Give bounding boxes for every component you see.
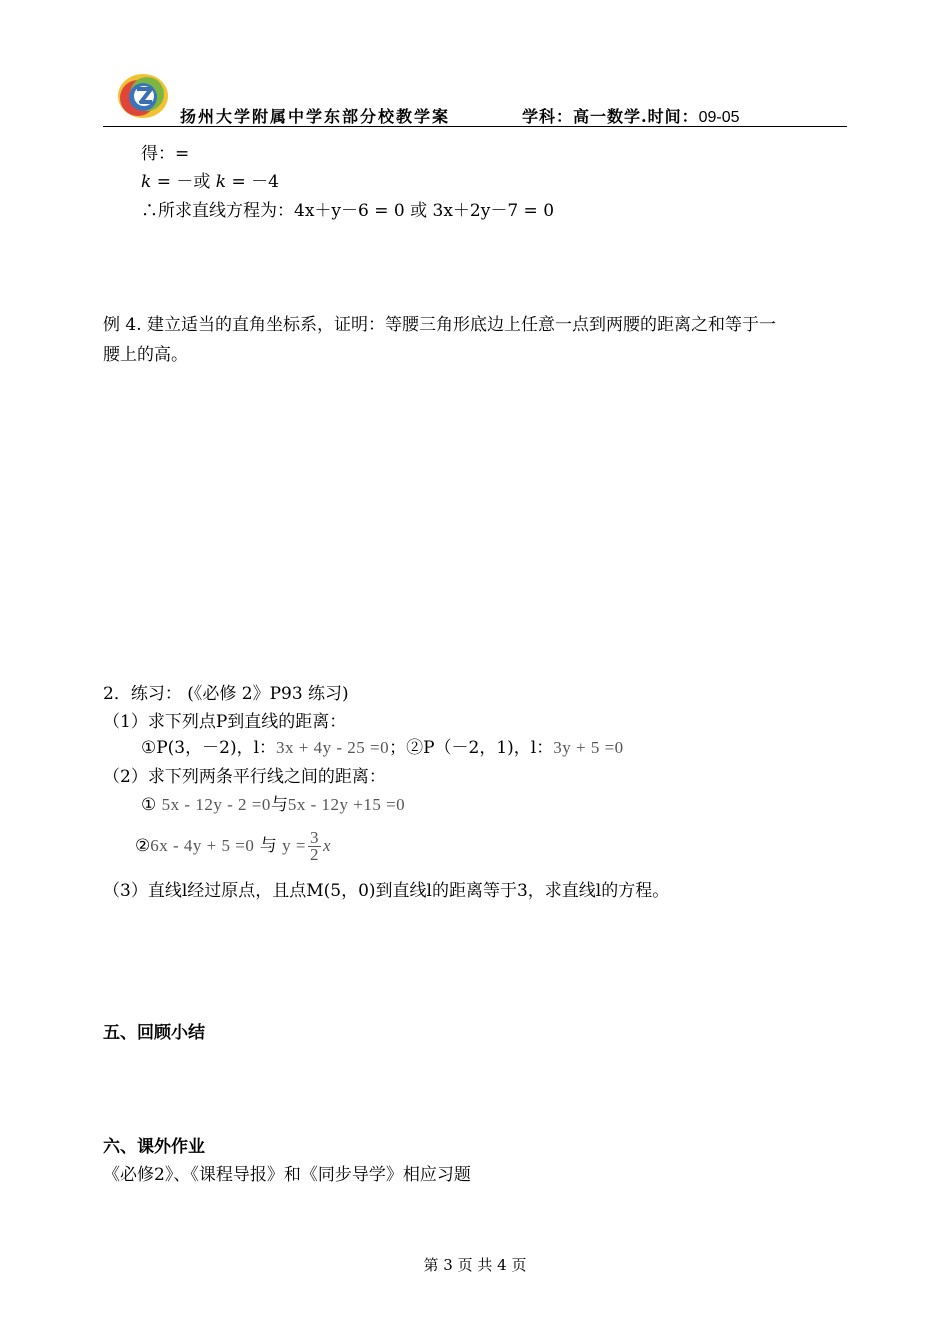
exercise-q2: （2）求下列两条平行线之间的距离：	[103, 767, 386, 787]
q1-item-a-equation: 3x + 4y - 25 =0	[276, 738, 390, 757]
section6-content: 《必修2》、《课程导报》和《同步导学》相应习题	[103, 1165, 471, 1185]
q2-item-a-number: ①	[141, 795, 157, 815]
solution-conclusion: ∴所求直线方程为：4x＋y－6 = 0 或 3x＋2y－7 = 0	[141, 201, 555, 221]
k-eq-2: = －4	[226, 172, 279, 192]
school-logo	[116, 70, 172, 120]
k-var-1: k	[141, 172, 152, 192]
q2-item-b-lhs: y =	[282, 836, 306, 855]
k-eq-1: = －	[151, 172, 194, 192]
q1-item-a-point: ①P(3，－2)，l：	[141, 738, 277, 758]
header-school-name: 扬州大学附属中学东部分校教学案	[180, 107, 451, 126]
q2-item-a-equation-1: 5x - 12y - 2 =0	[161, 795, 271, 814]
q2-item-a-equation-2: 5x - 12y +15 =0	[287, 795, 406, 814]
q2-item-a-with: 与	[270, 795, 288, 815]
subject-value: 高一数学.	[573, 107, 648, 126]
q1-item-b-equation: 3y + 5 =0	[553, 738, 624, 757]
example4-line-1: 例 4. 建立适当的直角坐标系，证明：等腰三角形底边上任意一点到两腰的距离之和等于一	[103, 315, 777, 335]
header-divider	[103, 126, 847, 127]
solution-line-1: 得：=	[141, 144, 190, 164]
subject-label: 学科：	[522, 107, 574, 126]
section5-title: 五、回顾小结	[103, 1023, 205, 1042]
time-label: 时间：	[647, 107, 699, 126]
exercise-q1-items	[141, 737, 624, 759]
q2-item-b-fraction	[308, 830, 321, 863]
q2-item-b-variable: x	[323, 836, 332, 855]
solution-k-values	[141, 171, 279, 193]
time-value: 09-05	[698, 109, 740, 126]
page-footer: 第 3 页 共 4 页	[423, 1256, 527, 1274]
example4-line-2: 腰上的高。	[103, 345, 188, 365]
exercise-q2-item-b	[135, 826, 331, 866]
exercise-q1: （1）求下列点P到直线的距离：	[103, 712, 347, 732]
section6-title: 六、课外作业	[103, 1137, 205, 1156]
fraction-denominator: 2	[310, 845, 319, 864]
q2-item-b-equation-1: 6x - 4y + 5 =0	[150, 836, 255, 855]
exercise-q2-item-a	[141, 794, 405, 816]
k-var-2: k	[215, 172, 227, 192]
k-or: 或	[193, 172, 216, 192]
q2-item-b-with: 与	[259, 836, 277, 856]
q2-item-b-number: ②	[135, 836, 151, 856]
fraction-numerator: 3	[310, 828, 319, 847]
q1-item-separator: ；②P（－2，1)，l：	[389, 738, 554, 758]
exercise-q3: （3）直线l经过原点，且点M(5，0)到直线l的距离等于3，求直线l的方程。	[103, 881, 670, 901]
exercise-title: 2．练习： (《必修 2》P93 练习)	[103, 684, 349, 704]
header-meta	[522, 104, 740, 127]
